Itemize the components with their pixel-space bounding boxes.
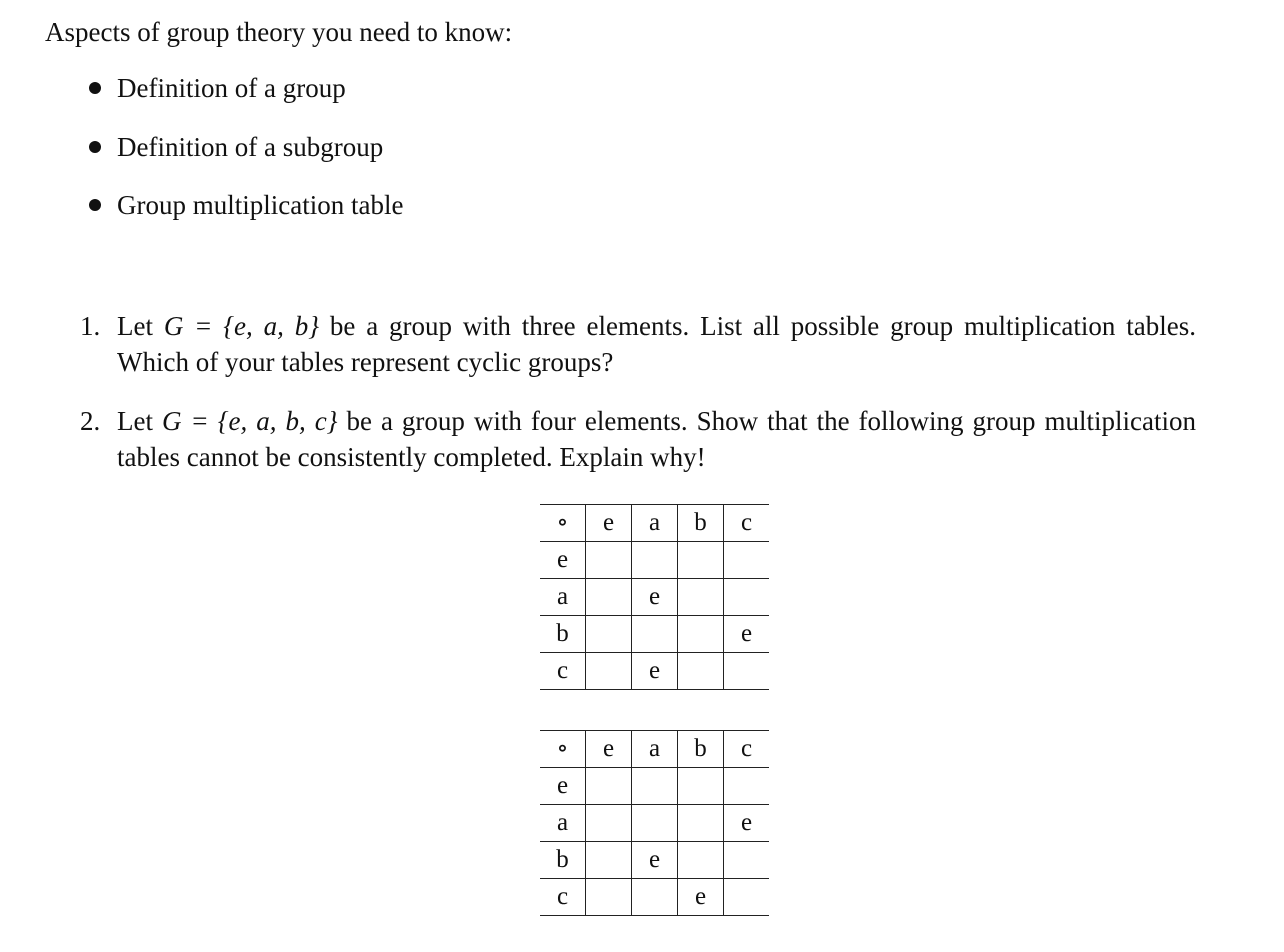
problem-text-lead: Let bbox=[117, 311, 164, 341]
math-expression: G = {e, a, b} bbox=[163, 311, 320, 341]
table-cell bbox=[678, 842, 724, 879]
problem-1 bbox=[80, 308, 1196, 380]
table-header-row bbox=[540, 505, 769, 542]
table-cell: e bbox=[724, 616, 770, 653]
table-cell: b bbox=[678, 731, 724, 768]
list-item bbox=[84, 187, 403, 246]
problem-text-body: be a group with four elements. Show that the following group multiplication tables cannot be consistently completed. Explain why! bbox=[117, 406, 1197, 472]
multiplication-table-1 bbox=[540, 504, 769, 690]
table-row bbox=[540, 616, 769, 653]
table-cell bbox=[678, 542, 724, 579]
table-cell: b bbox=[678, 505, 724, 542]
table-cell: a bbox=[540, 579, 586, 616]
multiplication-table-2 bbox=[540, 730, 769, 916]
math-expression: G = {e, a, b, c} bbox=[161, 406, 338, 436]
table-cell bbox=[586, 768, 632, 805]
table-row bbox=[540, 579, 769, 616]
list-item bbox=[84, 70, 403, 129]
table-row bbox=[540, 879, 769, 916]
table-cell bbox=[586, 842, 632, 879]
tables-container bbox=[540, 504, 769, 916]
table-cell: ∘ bbox=[540, 731, 586, 768]
table-cell: e bbox=[632, 653, 678, 690]
problem-text-lead: Let bbox=[117, 406, 162, 436]
table-cell bbox=[586, 805, 632, 842]
table-row bbox=[540, 542, 769, 579]
list-item-label: Group multiplication table bbox=[117, 190, 404, 220]
table-cell bbox=[632, 768, 678, 805]
table-cell: c bbox=[540, 879, 586, 916]
list-item-label: Definition of a subgroup bbox=[117, 131, 384, 162]
table-cell bbox=[632, 616, 678, 653]
table-cell: e bbox=[586, 505, 632, 542]
table-cell: e bbox=[724, 805, 770, 842]
table-cell bbox=[632, 879, 678, 916]
table-cell bbox=[724, 579, 770, 616]
table-cell: e bbox=[540, 542, 586, 579]
problem-list bbox=[80, 308, 1196, 498]
table-cell bbox=[678, 805, 724, 842]
table-cell bbox=[678, 616, 724, 653]
bullet-icon bbox=[89, 141, 101, 153]
table-cell bbox=[724, 542, 770, 579]
table-cell bbox=[724, 653, 770, 690]
table-cell: e bbox=[540, 768, 586, 805]
table-cell: a bbox=[540, 805, 586, 842]
intro-heading: Aspects of group theory you need to know: bbox=[45, 17, 513, 47]
table-cell bbox=[678, 768, 724, 805]
table-cell bbox=[724, 879, 770, 916]
topics-list bbox=[84, 70, 403, 246]
table-cell: c bbox=[540, 653, 586, 690]
problem-number: 1. bbox=[80, 311, 101, 341]
table-cell bbox=[632, 805, 678, 842]
table-cell: e bbox=[632, 579, 678, 616]
table-cell bbox=[678, 653, 724, 690]
table-row bbox=[540, 805, 769, 842]
table-cell: c bbox=[724, 731, 770, 768]
table-cell: b bbox=[540, 616, 586, 653]
table-row bbox=[540, 653, 769, 690]
table-cell bbox=[632, 542, 678, 579]
problem-text-body: be a group with three elements. List all possible group multiplication tables. Which of your tables represent cyclic groups? bbox=[117, 311, 1196, 377]
list-item-label: Definition of a group bbox=[117, 73, 346, 103]
bullet-icon bbox=[89, 82, 101, 94]
table-cell: ∘ bbox=[540, 505, 586, 542]
table-row bbox=[540, 842, 769, 879]
table-cell: a bbox=[632, 731, 678, 768]
problem-number: 2. bbox=[80, 406, 101, 436]
bullet-icon bbox=[89, 199, 101, 211]
table-cell bbox=[586, 616, 632, 653]
table-cell bbox=[586, 542, 632, 579]
problem-text bbox=[117, 308, 1196, 380]
table-cell: c bbox=[724, 505, 770, 542]
table-cell bbox=[724, 768, 770, 805]
problem-2 bbox=[80, 403, 1196, 475]
problem-text bbox=[117, 403, 1196, 475]
table-cell: a bbox=[632, 505, 678, 542]
table-cell: e bbox=[678, 879, 724, 916]
list-item bbox=[84, 129, 403, 188]
table-cell: e bbox=[632, 842, 678, 879]
table-cell bbox=[586, 579, 632, 616]
table-cell bbox=[678, 579, 724, 616]
table-cell bbox=[586, 653, 632, 690]
table-cell bbox=[586, 879, 632, 916]
table-cell: e bbox=[586, 731, 632, 768]
table-cell bbox=[724, 842, 770, 879]
table-cell: b bbox=[540, 842, 586, 879]
table-header-row bbox=[540, 731, 769, 768]
table-row bbox=[540, 768, 769, 805]
